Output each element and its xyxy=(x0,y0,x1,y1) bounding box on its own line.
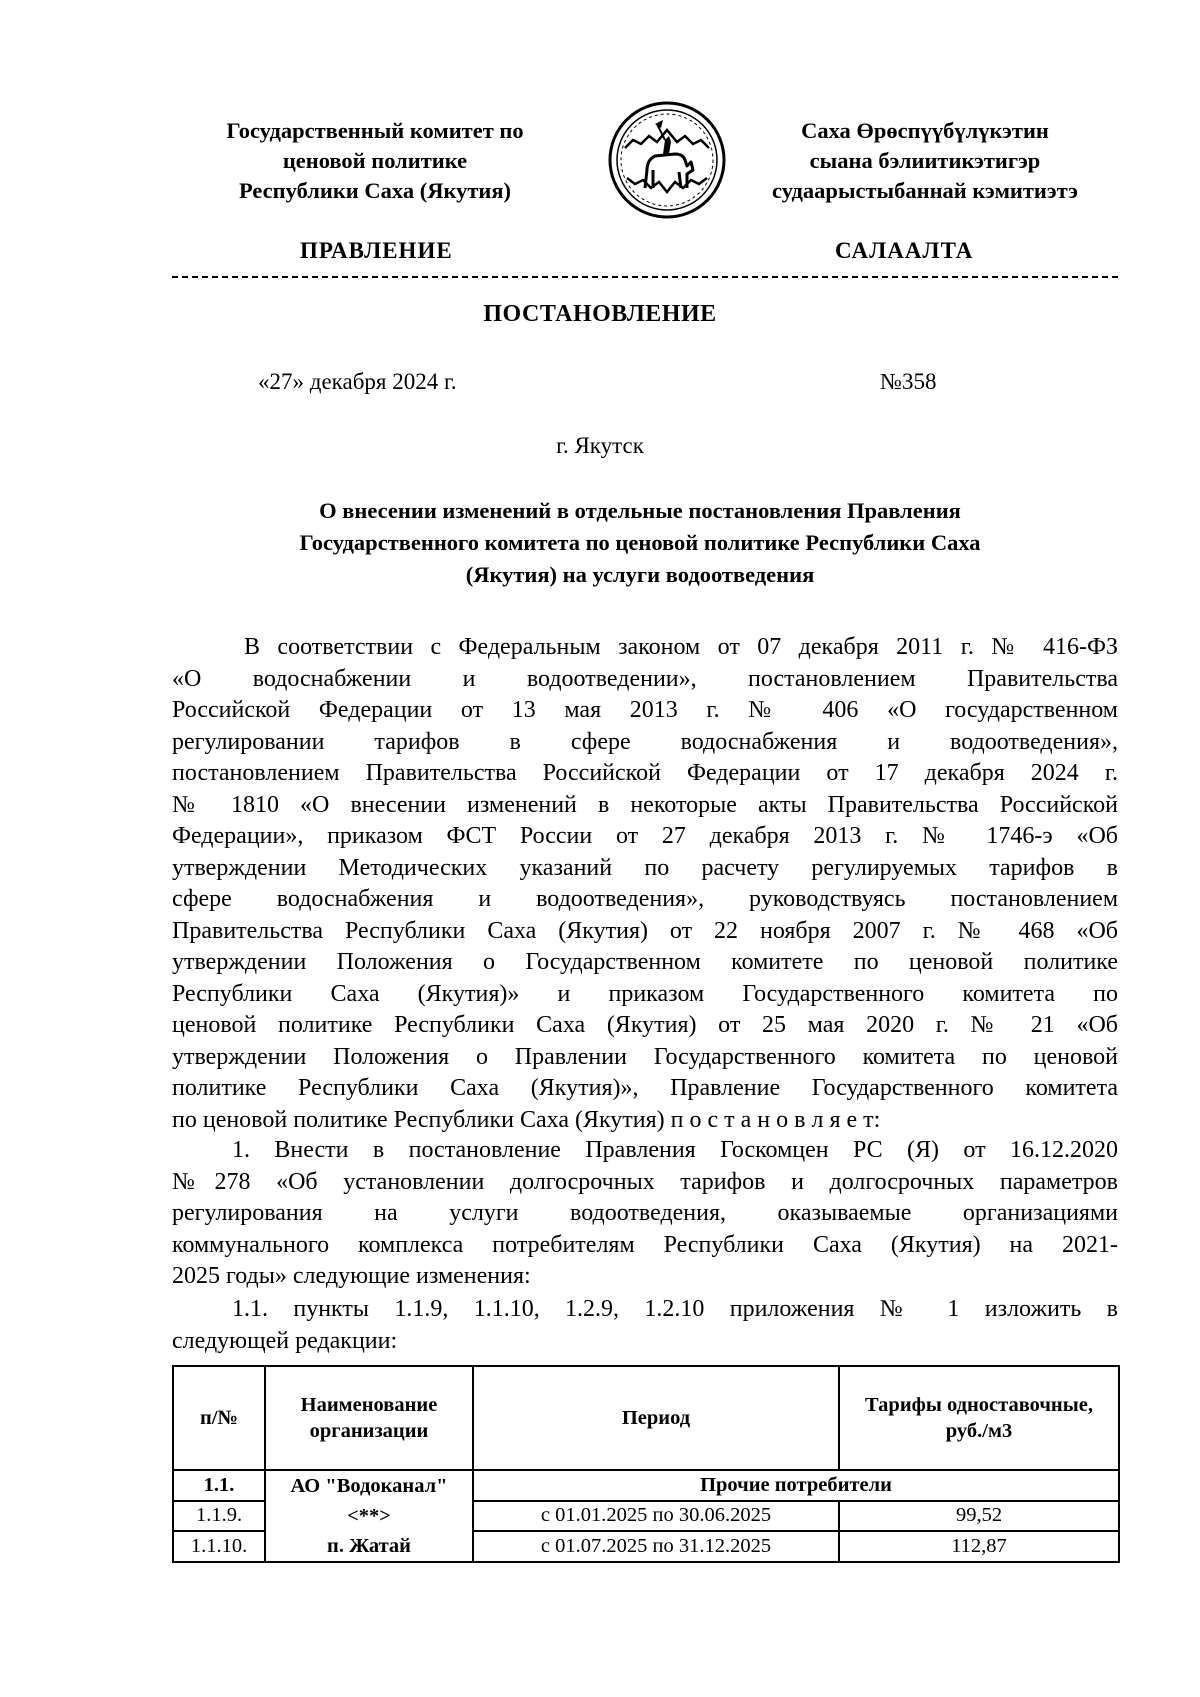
header-right-line: судаарыстыбаннай кэмитиэтэ xyxy=(772,178,1078,203)
paragraph-line: 2025 годы» следующие изменения: xyxy=(172,1263,531,1289)
paragraph-line: политике Республики Саха (Якутия)», Правление Государственного комитета xyxy=(172,1075,1118,1101)
period-cell: с 01.01.2025 по 30.06.2025 xyxy=(473,1501,839,1532)
tariff-cell: 112,87 xyxy=(839,1531,1119,1562)
row-number-cell: 1.1.9. xyxy=(173,1501,265,1532)
document-date: «27» декабря 2024 г. xyxy=(258,369,457,394)
period-cell: с 01.07.2025 по 31.12.2025 xyxy=(473,1531,839,1562)
tariff-cell: 99,52 xyxy=(839,1501,1119,1532)
item-1-1-paragraph xyxy=(172,1294,1118,1357)
paragraph-line: по ценовой политике Республики Саха (Якутия) п о с т а н о в л я е т: xyxy=(172,1106,881,1133)
paragraph-line: Республики Саха (Якутия)» и приказом Государственного комитета по xyxy=(172,980,1118,1007)
paragraph-line: утверждении Методических указаний по расчету регулируемых тарифов в xyxy=(172,854,1118,881)
paragraph-line: регулирования на услуги водоотведения, оказываемые организациями xyxy=(172,1200,1118,1226)
paragraph-line: ценовой политике Республики Саха (Якутия) от 25 мая 2020 г. № 21 «Об xyxy=(172,1012,1118,1038)
header-right-line: Саха Өрөспүүбүлүкэтин xyxy=(801,118,1049,143)
document-type: ПОСТАНОВЛЕНИЕ xyxy=(483,301,717,327)
organization-line: п. Жатай xyxy=(327,1535,411,1557)
title-line: О внесении изменений в отдельные постановления Правления xyxy=(319,498,961,523)
paragraph-line: постановлением Правительства Российской Федерации от 17 декабря 2024 г. xyxy=(172,760,1118,786)
paragraph-line: утверждении Положения о Правлении Государственного комитета по ценовой xyxy=(172,1043,1118,1070)
paragraph-line: коммунального комплекса потребителям Республики Саха (Якутия) на 2021- xyxy=(172,1231,1118,1258)
table-header-cell: п/№ xyxy=(173,1366,265,1470)
header-left-line: Республики Саха (Якутия) xyxy=(238,178,512,203)
table-header-cell: Период xyxy=(473,1366,839,1470)
paragraph-line: №278 «Об установлении долгосрочных тарифов и долгосрочных параметров xyxy=(172,1168,1118,1195)
organization-line: <**> xyxy=(347,1505,391,1527)
document-number: №358 xyxy=(880,369,937,394)
table-header-row xyxy=(173,1366,1119,1470)
paragraph-line: 1. Внести в постановление Правления Госкомцен РС (Я) от 16.12.2020 xyxy=(232,1137,1118,1163)
paragraph-line: «О водоснабжении и водоотведении», постановлением Правительства xyxy=(172,665,1118,692)
tariff-table xyxy=(172,1365,1120,1563)
dashed-separator xyxy=(172,276,1118,278)
item-1-paragraph xyxy=(172,1135,1118,1293)
header-right-sakha xyxy=(735,116,1115,206)
paragraph-line: 1.1. пункты 1.1.9, 1.1.10, 1.2.9, 1.2.10 приложения № 1 изложить в xyxy=(232,1296,1118,1322)
header-left-ru xyxy=(180,116,570,206)
organization-cell xyxy=(265,1470,473,1562)
sakha-coat-of-arms-icon xyxy=(607,100,727,220)
preamble-paragraph xyxy=(172,632,1118,1136)
board-label-ru: ПРАВЛЕНИЕ xyxy=(300,238,453,263)
document-title xyxy=(200,495,1080,591)
paragraph-line: Федерации», приказом ФСТ России от 27 декабря 2013 г. № 1746-э «Об xyxy=(172,823,1118,849)
paragraph-line: утверждении Положения о Государственном комитете по ценовой политике xyxy=(172,949,1118,975)
table-section-row xyxy=(173,1470,1119,1501)
header-left-line: ценовой политике xyxy=(282,148,468,173)
paragraph-line: № 1810 «О внесении изменений в некоторые акты Правительства Российской xyxy=(172,791,1118,818)
paragraph-line: регулировании тарифов в сфере водоснабжения и водоотведения», xyxy=(172,728,1118,755)
section-number-cell: 1.1. xyxy=(173,1470,265,1501)
paragraph-line: Правительства Республики Саха (Якутия) от 22 ноября 2007 г. № 468 «Об xyxy=(172,917,1118,944)
title-line: Государственного комитета по ценовой политике Республики Саха xyxy=(299,530,981,555)
paragraph-line: В соответствии с Федеральным законом от 07 декабря 2011 г. № 416-ФЗ xyxy=(244,634,1118,660)
paragraph-line: Российской Федерации от 13 мая 2013 г. № 406 «О государственном xyxy=(172,697,1118,723)
paragraph-line: следующей редакции: xyxy=(172,1327,398,1354)
table-header-cell: Наименование организации xyxy=(265,1366,473,1470)
document-city: г. Якутск xyxy=(556,433,644,458)
section-title-cell: Прочие потребители xyxy=(473,1470,1119,1501)
row-number-cell: 1.1.10. xyxy=(173,1531,265,1562)
title-line: (Якутия) на услуги водоотведения xyxy=(465,562,815,587)
paragraph-line: сфере водоснабжения и водоотведения», руководствуясь постановлением xyxy=(172,886,1118,912)
board-label-sakha: САЛААЛТА xyxy=(835,238,974,263)
table-header-cell: Тарифы одноставочные, руб./м3 xyxy=(839,1366,1119,1470)
header-left-line: Государственный комитет по xyxy=(226,118,524,143)
organization-line: АО "Водоканал" xyxy=(290,1475,448,1497)
header-right-line: сыана бэлиитикэтигэр xyxy=(809,148,1041,173)
